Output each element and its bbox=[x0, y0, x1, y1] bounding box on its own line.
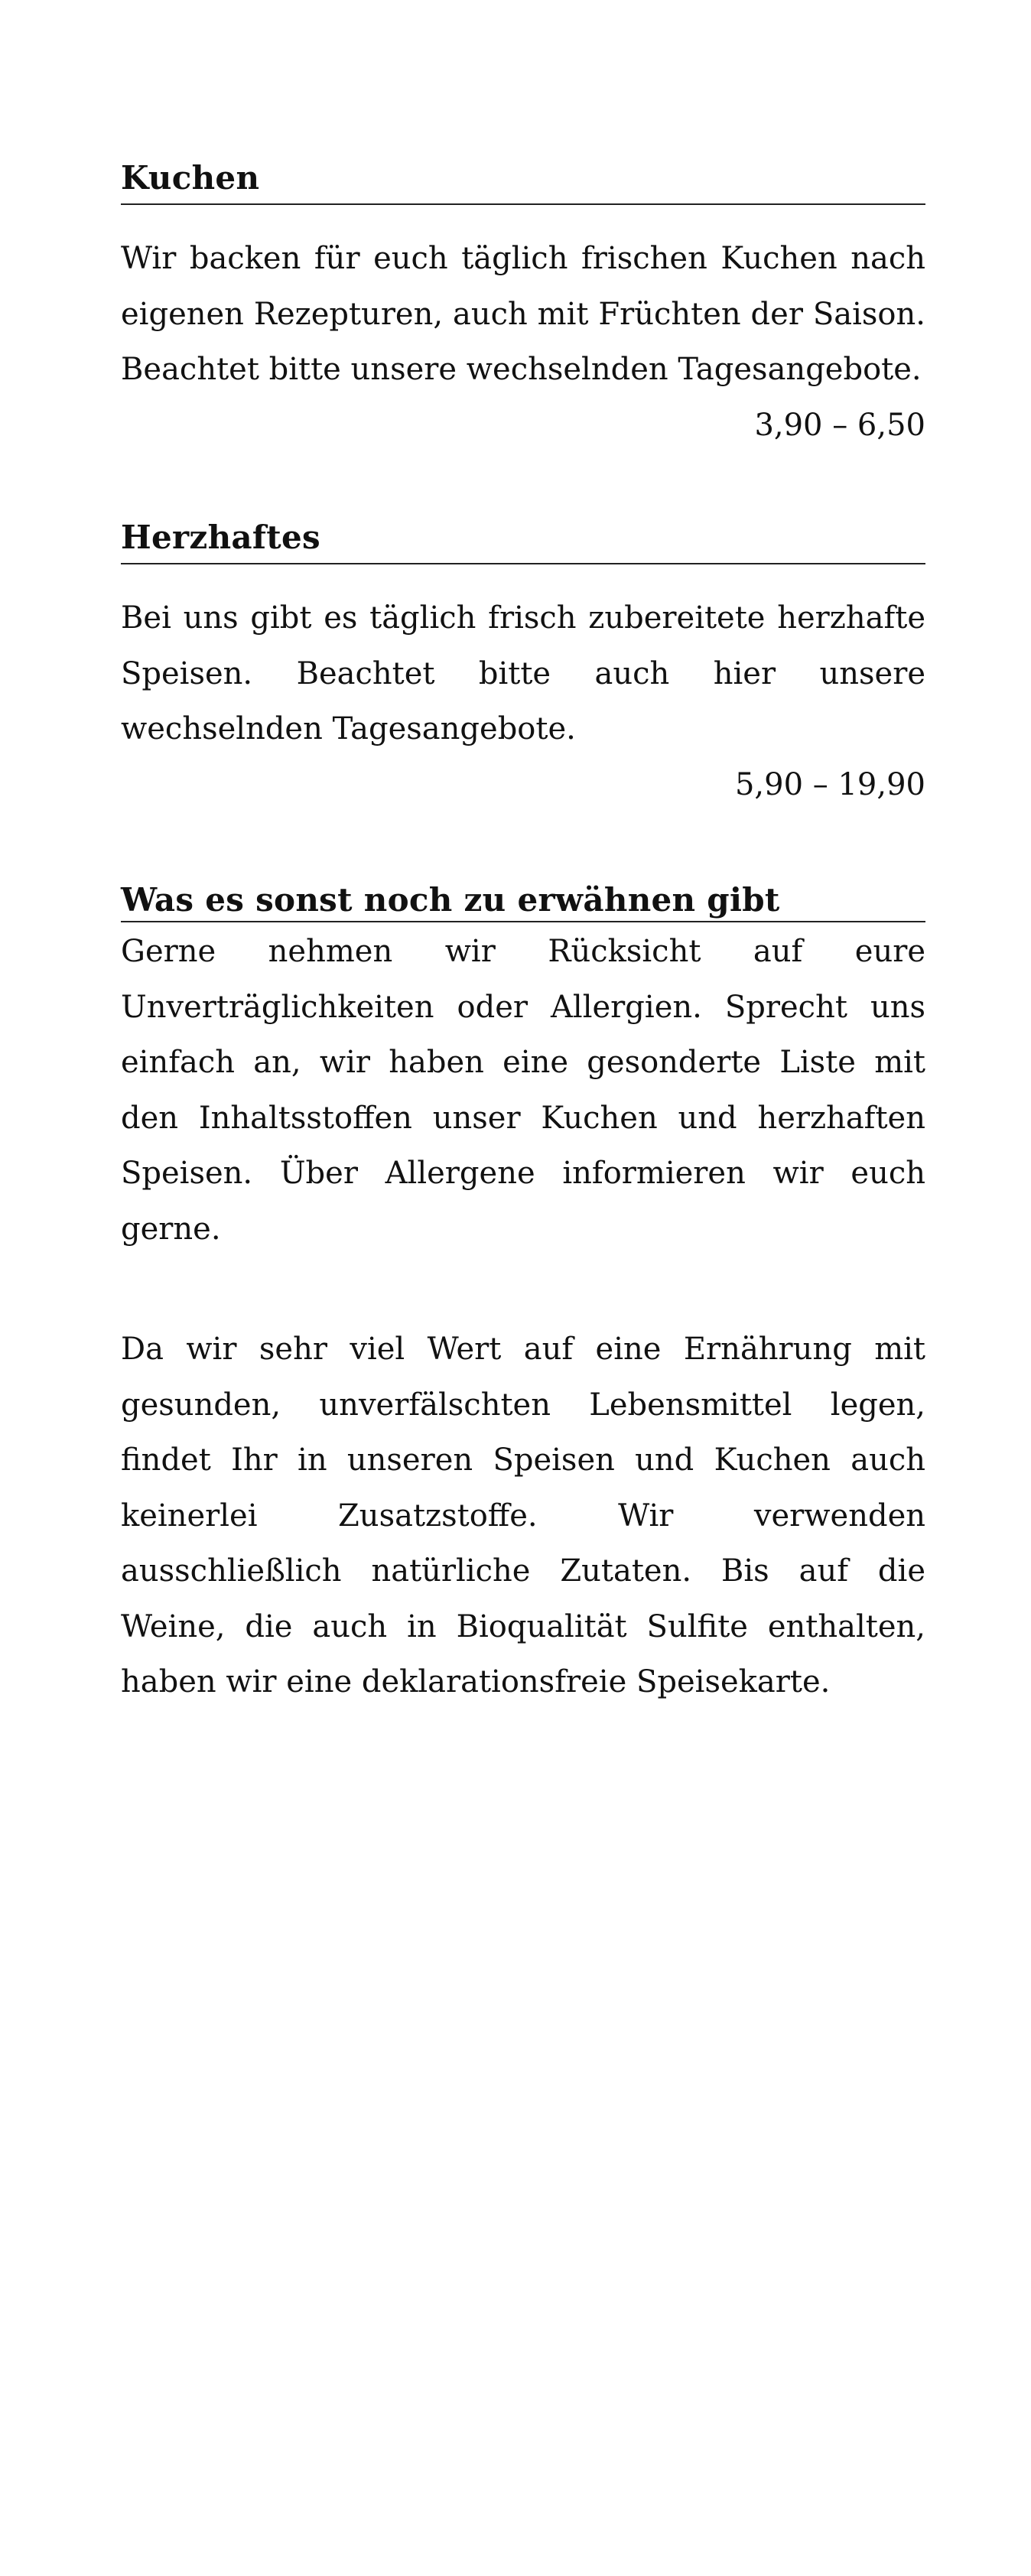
price-range: 5,90 – 19,90 bbox=[734, 766, 925, 802]
section-kuchen bbox=[121, 159, 925, 453]
section-description: Wir backen für euch täglich frischen Kuchen nach eigenen Rezepturen, auch mit Früchten der Saison. Beachtet bitte unsere wechselnden Tagesangebote. bbox=[121, 241, 925, 387]
section-description: Gerne nehmen wir Rücksicht auf eure Unverträglichkeiten oder Allergien. Sprecht uns einfach an, wir haben eine gesonderte Liste mit den Inhaltsstoffen unser Kuchen und herzhaften Speisen. Über Allergene informieren wir euch gerne. bbox=[121, 934, 925, 1247]
section-heading: Herzhaftes bbox=[121, 522, 925, 564]
additives-note bbox=[121, 1322, 925, 1710]
price-range: 3,90 – 6,50 bbox=[754, 407, 925, 443]
section-heading: Was es sonst noch zu erwähnen gibt bbox=[121, 884, 925, 922]
section-heading: Kuchen bbox=[121, 162, 925, 205]
section-sonstiges bbox=[121, 881, 925, 1257]
section-herzhaftes bbox=[121, 519, 925, 812]
section-description: Bei uns gibt es täglich frisch zubereitete herzhafte Speisen. Beachtet bitte auch hier unsere wechselnden Tagesangebote. bbox=[121, 600, 925, 746]
additives-note-text: Da wir sehr viel Wert auf eine Ernährung mit gesunden, unverfälschten Lebensmittel legen, findet Ihr in unseren Speisen und Kuchen auch keinerlei Zusatzstoffe. Wir verwenden ausschließlich natürliche Zutaten. Bis auf die Weine, die auch in Bioqualität Sulfite enthalten, haben wir eine deklarationsfreie Speisekarte. bbox=[121, 1332, 925, 1699]
